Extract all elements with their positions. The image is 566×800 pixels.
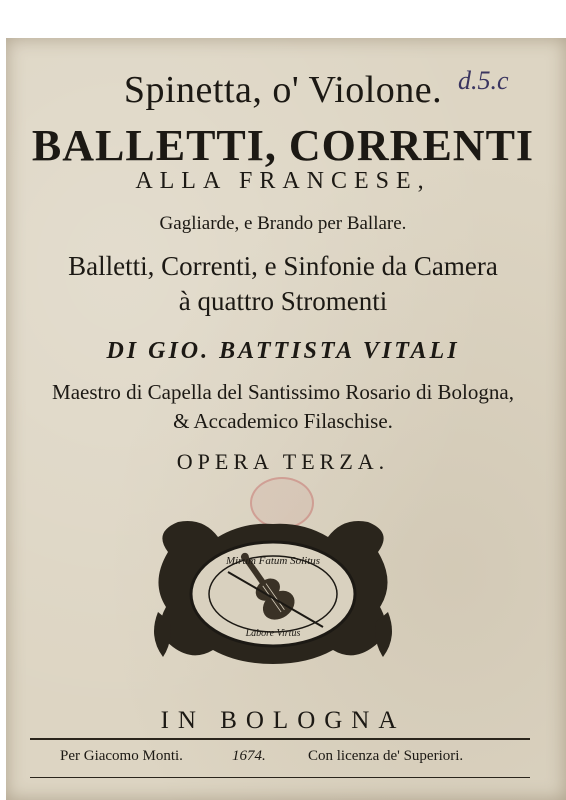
imprint-year: 1674. <box>232 748 266 764</box>
emblem-motto-bottom: Labore Virtus <box>245 628 301 639</box>
handwritten-shelfmark: d.5.c <box>458 66 509 95</box>
imprint-printer: Per Giacomo Monti. <box>60 748 183 764</box>
imprint-city: IN BOLOGNA <box>160 707 406 734</box>
imprint-rule-top <box>30 738 530 740</box>
author-name: DI GIO. BATTISTA VITALI <box>106 338 460 364</box>
imprint-rule-bottom <box>30 777 530 778</box>
instrument-line: Spinetta, o' Violone. <box>123 69 443 111</box>
instrumentation-line: à quattro Stromenti <box>178 286 388 316</box>
author-position-line2: & Accademico Filaschise. <box>173 409 393 433</box>
imprint-license: Con licenza de' Superiori. <box>308 748 464 764</box>
subtitle-francese: ALLA FRANCESE, <box>135 168 431 194</box>
author-position-line1: Maestro di Capella del Santissimo Rosario di Bologna, <box>52 380 514 404</box>
printers-device-emblem <box>148 512 398 672</box>
second-title-line: Balletti, Correnti, e Sinfonie da Camera <box>68 251 498 281</box>
dance-types-line: Gagliarde, e Brando per Ballare. <box>159 213 407 234</box>
main-title: BALLETTI, CORRENTI <box>31 121 535 170</box>
emblem-motto-top: Mirum Fatum Solitus <box>225 555 321 567</box>
opus-number: OPERA TERZA. <box>176 449 390 474</box>
